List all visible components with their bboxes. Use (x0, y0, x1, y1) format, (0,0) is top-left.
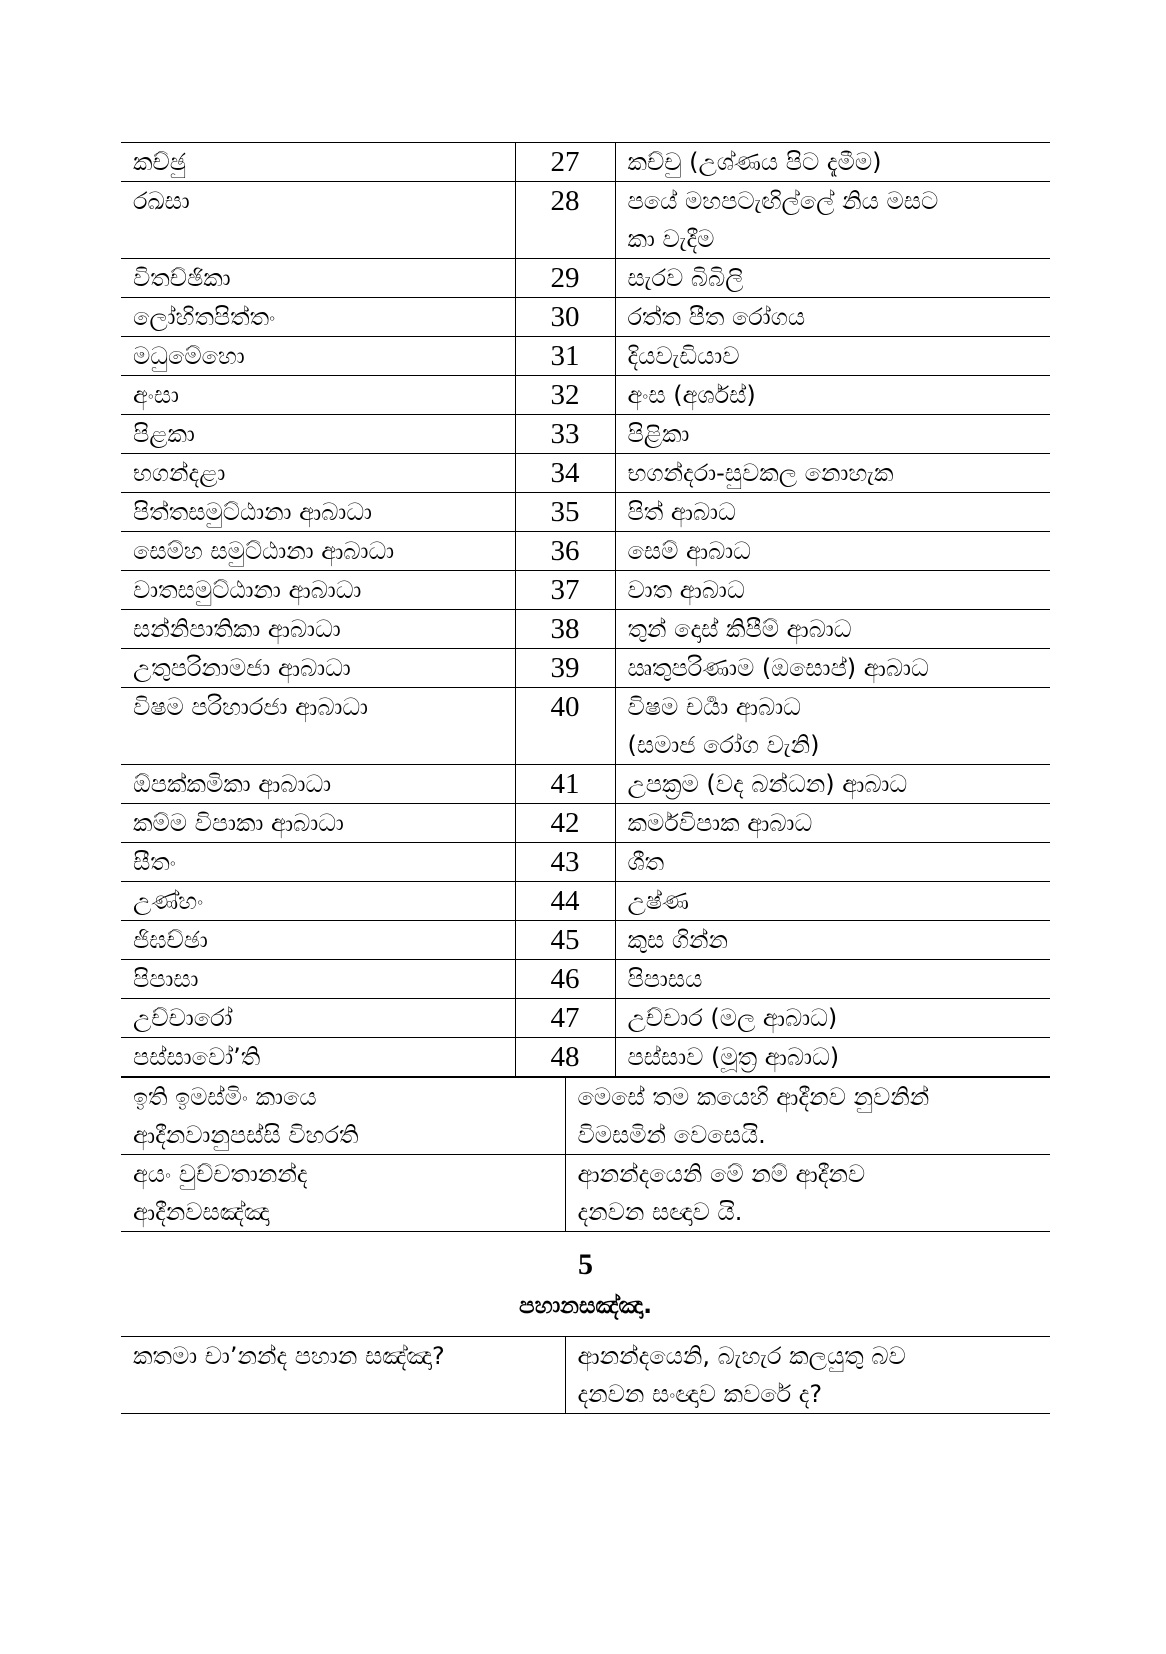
text-line: උපක්‍රම (වද බන්ධන) ආබාධ (627, 770, 908, 798)
text-line: රත්ත පීත රෝගය (627, 303, 806, 331)
table-row (121, 376, 1050, 415)
item-number-cell: 30 (515, 298, 615, 337)
sinhala-text-cell (565, 1078, 1050, 1155)
text-line: සැරව බිබිලි (627, 264, 744, 292)
table-row (121, 532, 1050, 571)
table-row (121, 298, 1050, 337)
text-line: (සමාජ රෝග වැනි) (627, 731, 820, 759)
sinhala-meaning-cell (615, 532, 1050, 571)
item-number-cell: 38 (515, 610, 615, 649)
text-line: ආදීනවානුපස්සි විහරති (133, 1121, 359, 1149)
pali-term-cell: මධුමේහො (121, 337, 515, 376)
item-number-cell: 27 (515, 143, 615, 182)
item-number-cell: 40 (515, 688, 615, 765)
text-line: අංස (අර්ශස්) (627, 381, 756, 409)
section-title: පහානසඤ්ඤා. (519, 1293, 652, 1319)
pali-text-cell (121, 1337, 565, 1414)
pali-term-cell: උණ්හං (121, 882, 515, 921)
section-table-body (121, 1337, 1050, 1414)
text-line: පිළිකා (627, 420, 690, 448)
sinhala-meaning-cell (615, 688, 1050, 765)
table-row (121, 259, 1050, 298)
pali-term-cell: විෂම පරිහාරජා ආබාධා (121, 688, 515, 765)
pali-term-cell: සෙම්හ සමුට්ඨානා ආබාධා (121, 532, 515, 571)
item-number-cell: 46 (515, 960, 615, 999)
text-line: පිත් ආබාධ (627, 498, 736, 526)
pali-term-cell: රඛසා (121, 182, 515, 259)
sinhala-text-cell (565, 1337, 1050, 1414)
table-row (121, 493, 1050, 532)
pali-term-cell: සන්නිපාතිකා ආබාධා (121, 610, 515, 649)
sinhala-meaning-cell (615, 999, 1050, 1038)
table-row (121, 999, 1050, 1038)
pali-term-cell: පිළකා (121, 415, 515, 454)
pali-term-cell: ජිඝච්ඡා (121, 921, 515, 960)
pali-term-cell: සීතං (121, 843, 515, 882)
sinhala-meaning-cell (615, 649, 1050, 688)
text-line: කුස ගින්න (627, 926, 729, 954)
pali-text-cell (121, 1078, 565, 1155)
text-line: පයේ මහපටැඟිල්ලේ නිය මසට (627, 187, 939, 215)
text-line: කච්චු (උශ්ණය පිට දැමීම) (627, 148, 882, 176)
table-row (121, 1155, 1050, 1232)
item-number-cell: 36 (515, 532, 615, 571)
pali-term-cell: උතුපරිනාමජා ආබාධා (121, 649, 515, 688)
table-row (121, 765, 1050, 804)
table-row (121, 688, 1050, 765)
text-line: වාත ආබාධ (627, 576, 745, 604)
item-number-cell: 47 (515, 999, 615, 1038)
text-line: විෂම චර්‍යා ආබාධ (627, 693, 801, 721)
section-table (121, 1336, 1050, 1414)
text-line: දනවන සඥාව යි. (577, 1198, 743, 1226)
item-number-cell: 44 (515, 882, 615, 921)
summary-table-body (121, 1078, 1050, 1232)
document-page (121, 142, 1050, 1414)
item-number-cell: 48 (515, 1038, 615, 1077)
sinhala-meaning-cell (615, 804, 1050, 843)
pali-term-cell: කච්ඡු (121, 143, 515, 182)
pali-term-cell: පස්සාවෝ’ති (121, 1038, 515, 1077)
text-line: ආනන්දයෙනි මේ නම් ආදීනව (577, 1160, 866, 1188)
table-row (121, 182, 1050, 259)
text-line: පස්සාව (මූත්‍ර ආබාධ) (627, 1043, 840, 1071)
table-row (121, 1038, 1050, 1077)
item-number-cell: 39 (515, 649, 615, 688)
sinhala-meaning-cell (615, 493, 1050, 532)
pali-term-cell: විතච්ඡිකා (121, 259, 515, 298)
text-line: උෂ්ණ (627, 887, 690, 915)
text-line: ශීත (627, 848, 665, 876)
disease-table-body (121, 143, 1050, 1077)
text-line: දනවන සංඥාව කවරේ ද? (577, 1380, 823, 1408)
table-row (121, 1337, 1050, 1414)
pali-term-cell: ලෝහිතපිත්තං (121, 298, 515, 337)
pali-term-cell: වාතසමුට්ඨානා ආබාධා (121, 571, 515, 610)
sinhala-meaning-cell (615, 610, 1050, 649)
pali-term-cell: පිත්තසමුට්ඨානා ආබාධා (121, 493, 515, 532)
table-row (121, 571, 1050, 610)
text-line: ආදීනවසඤ්ඤා (133, 1198, 270, 1226)
sinhala-meaning-cell (615, 1038, 1050, 1077)
sinhala-meaning-cell (615, 259, 1050, 298)
item-number-cell: 45 (515, 921, 615, 960)
text-line: විමසමින් වෙසෙයි. (577, 1121, 766, 1149)
item-number-cell: 31 (515, 337, 615, 376)
disease-table (121, 142, 1050, 1077)
text-line: ආනන්දයෙනි, බැහැර කලයුතු බව (577, 1342, 906, 1370)
sinhala-meaning-cell (615, 143, 1050, 182)
item-number-cell: 37 (515, 571, 615, 610)
text-line: තුන් දොස් කිපීම් ආබාධ (627, 615, 852, 643)
text-line: කර්මවිපාක ආබාධ (627, 809, 813, 837)
text-line: ඍතුපරිණාම (ඔසොප්) ආබාධ (627, 654, 929, 682)
text-line: අයං වුච්චතානන්ද (133, 1160, 308, 1188)
table-row (121, 649, 1050, 688)
pali-term-cell: අංසා (121, 376, 515, 415)
sinhala-meaning-cell (615, 882, 1050, 921)
sinhala-meaning-cell (615, 765, 1050, 804)
pali-term-cell: පිපාසා (121, 960, 515, 999)
sinhala-meaning-cell (615, 337, 1050, 376)
table-row (121, 1078, 1050, 1155)
table-row (121, 454, 1050, 493)
pali-term-cell: උච්චාරෝ (121, 999, 515, 1038)
summary-table (121, 1077, 1050, 1232)
text-line: මෙසේ තම කයෙහි ආදීනව නුවනින් (577, 1083, 930, 1111)
text-line: දියවැඩියාව (627, 342, 740, 370)
item-number-cell: 29 (515, 259, 615, 298)
item-number-cell: 35 (515, 493, 615, 532)
pali-term-cell: කම්ම විපාකා ආබාධා (121, 804, 515, 843)
text-line: භගන්දරා-සුවකල නොහැක (627, 459, 894, 487)
pali-term-cell: භගන්දළා (121, 454, 515, 493)
sinhala-meaning-cell (615, 298, 1050, 337)
item-number-cell: 41 (515, 765, 615, 804)
text-line: කා වැදීම (627, 225, 715, 253)
text-line: ඉති ඉමස්මිං කායෙ (133, 1083, 317, 1111)
table-row (121, 337, 1050, 376)
text-line: පිපාසය (627, 965, 703, 993)
table-row (121, 804, 1050, 843)
sinhala-meaning-cell (615, 454, 1050, 493)
sinhala-meaning-cell (615, 182, 1050, 259)
section-number: 5 (578, 1248, 593, 1281)
table-row (121, 610, 1050, 649)
text-line: උච්චාර (මල ආබාධ) (627, 1004, 838, 1032)
table-row (121, 843, 1050, 882)
pali-term-cell: ඕපක්කමිකා ආබාධා (121, 765, 515, 804)
table-row (121, 921, 1050, 960)
item-number-cell: 32 (515, 376, 615, 415)
sinhala-text-cell (565, 1155, 1050, 1232)
table-row (121, 415, 1050, 454)
item-number-cell: 42 (515, 804, 615, 843)
sinhala-meaning-cell (615, 415, 1050, 454)
table-row (121, 143, 1050, 182)
sinhala-meaning-cell (615, 571, 1050, 610)
sinhala-meaning-cell (615, 960, 1050, 999)
item-number-cell: 28 (515, 182, 615, 259)
sinhala-meaning-cell (615, 376, 1050, 415)
table-row (121, 960, 1050, 999)
text-line: කතමා චා’නන්ද පහාන සඤ්ඤා? (133, 1342, 445, 1370)
item-number-cell: 33 (515, 415, 615, 454)
table-row (121, 882, 1050, 921)
text-line: සෙම් ආබාධ (627, 537, 751, 565)
item-number-cell: 34 (515, 454, 615, 493)
sinhala-meaning-cell (615, 921, 1050, 960)
item-number-cell: 43 (515, 843, 615, 882)
pali-text-cell (121, 1155, 565, 1232)
sinhala-meaning-cell (615, 843, 1050, 882)
